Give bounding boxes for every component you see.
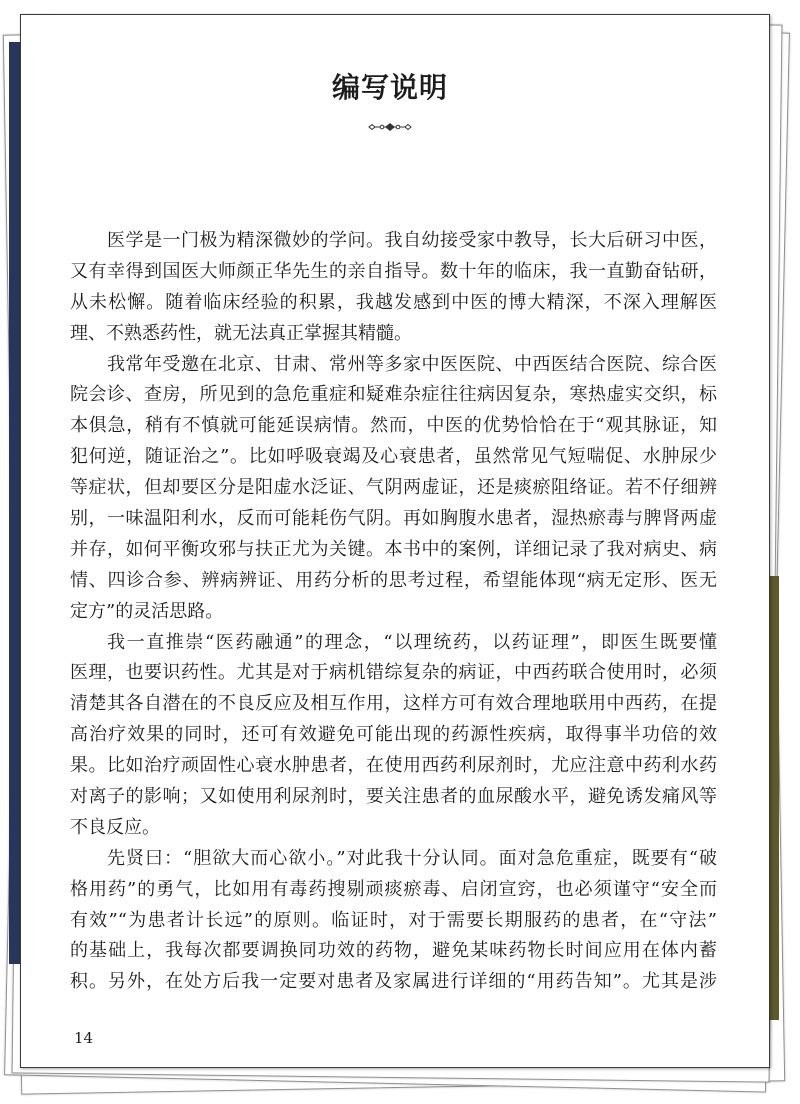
text-line: 理、不熟悉药性，就无法真正掌握其精髓。: [70, 322, 412, 344]
text-line: 有效”“为患者计长远”的原则。临证时，对于需要长期服药的患者，在“守法”: [70, 909, 717, 931]
text-line: 等症状，但却要区分是阳虚水泛证、气阴两虚证，还是痰瘀阻络证。若不仔细辨: [70, 477, 717, 499]
page-number: 14: [74, 1029, 94, 1047]
paragraph: [70, 628, 717, 844]
text-line: 院会诊、查房，所见到的急危重症和疑难杂症往往病因复杂，寒热虚实交织，标: [70, 384, 717, 406]
text-line: 对离子的影响；又如使用利尿剂时，要关注患者的血尿酸水平，避免诱发痛风等: [70, 786, 717, 808]
text-line: 积。另外，在处方后我一定要对患者及家属进行详细的“用药告知”。尤其是涉: [70, 971, 717, 993]
body-text: [70, 226, 717, 998]
text-line: 先贤曰：“胆欲大而心欲小。”对此我十分认同。面对急危重症，既要有“破: [107, 847, 717, 869]
text-line: 不良反应。: [70, 816, 160, 838]
text-line: 的基础上，我每次都要调换同功效的药物，避免某味药物长时间应用在体内蓄: [70, 940, 717, 962]
paragraph: [70, 844, 717, 998]
text-line: 格用药”的勇气，比如用有毒药搜剔顽痰瘀毒、启闭宣窍，也必须谨守“安全而: [70, 878, 717, 900]
text-line: 又有幸得到国医大师颜正华先生的亲自指导。数十年的临床，我一直勤奋钻研，: [70, 260, 717, 282]
diamond-divider-icon: [368, 122, 412, 132]
diamond-divider-icon: [368, 122, 412, 132]
text-line: 从未松懈。随着临床经验的积累，我越发感到中医的博大精深，不深入理解医: [70, 291, 717, 313]
text-line: 犯何逆，随证治之”。比如呼吸衰竭及心衰患者，虽然常见气短喘促、水肿尿少: [70, 446, 717, 468]
text-line: 情、四诊合参、辨病辨证、用药分析的思考过程，希望能体现“病无定形、医无: [70, 569, 717, 591]
text-line: 医理，也要识药性。尤其是对于病机错综复杂的病证，中西药联合使用时，必须: [70, 662, 717, 684]
paragraph: [70, 226, 717, 350]
text-line: 我一直推崇“医药融通”的理念，“以理统药，以药证理”，即医生既要懂: [107, 631, 717, 653]
text-line: 定方”的灵活思路。: [70, 600, 224, 622]
text-line: 医学是一门极为精深微妙的学问。我自幼接受家中教导，长大后研习中医，: [107, 230, 717, 251]
paragraph: [70, 350, 717, 628]
text-line: 别，一味温阳利水，反而可能耗伤气阴。再如胸腹水患者，湿热瘀毒与脾肾两虚: [70, 508, 717, 530]
text-line: 清楚其各自潜在的不良反应及相互作用，这样方可有效合理地联用中西药，在提: [70, 693, 717, 715]
text-line: 高治疗效果的同时，还可有效避免可能出现的药源性疾病，取得事半功倍的效: [70, 724, 717, 746]
text-line: 我常年受邀在北京、甘肃、常州等多家中医医院、中西医结合医院、综合医: [107, 353, 717, 375]
text-line: 本俱急，稍有不慎就可能延误病情。然而，中医的优势恰恰在于“观其脉证，知: [70, 415, 717, 437]
text-line: 果。比如治疗顽固性心衰水肿患者，在使用西药利尿剂时，尤应注意中药利水药: [70, 755, 717, 777]
text-line: 并存，如何平衡攻邪与扶正尤为关键。本书中的案例，详细记录了我对病史、病: [70, 538, 717, 560]
page-title: 编写说明: [331, 71, 448, 104]
